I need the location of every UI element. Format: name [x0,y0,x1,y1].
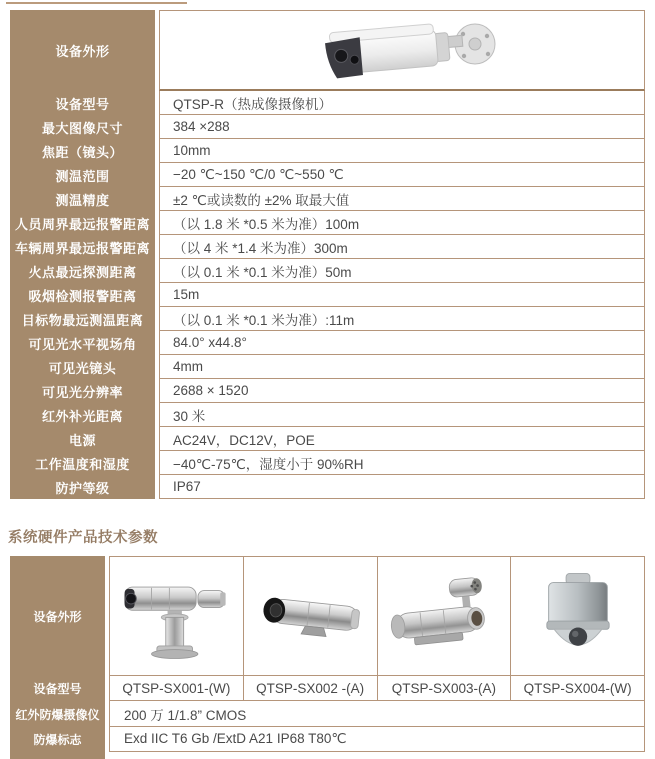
spec-label: 人员周界最远报警距离 [10,211,155,235]
spec-label: 目标物最远测温距离 [10,307,155,331]
table-row [10,163,645,187]
spec-label: 设备型号 [10,91,155,115]
spec-label: 防爆标志 [10,727,105,752]
table-row [10,307,645,331]
spec-value: （以 1.8 米 *0.5 米为准）100m [159,211,645,235]
table-row [10,139,645,163]
section-title: 系统硬件产品技术参数 [8,530,158,546]
spec-value: ±2 ℃或读数的 ±2% 取最大值 [159,187,645,211]
ptz-explosion-proof-camera-image [114,564,239,669]
spec-label: 可见光水平视场角 [10,331,155,355]
spec-label: 火点最远探测距离 [10,259,155,283]
table-row [10,115,645,139]
spec-label: 吸烟检测报警距离 [10,283,155,307]
spec-value: −20 ℃~150 ℃/0 ℃~550 ℃ [159,163,645,187]
spec-value: （以 4 米 *1.4 米为准）300m [159,235,645,259]
spec-label: 电源 [10,427,155,451]
model-cell: QTSP-SX004-(W) [511,676,645,701]
spec-value: 15m [159,283,645,307]
spec-value: IP67 [159,475,645,499]
model-cell: QTSP-SX003-(A) [378,676,512,701]
spec-value: QTSP-R（热成像摄像机） [159,91,645,115]
previous-table-edge [6,2,187,4]
spec-label: 设备外形 [10,556,105,676]
spec-value: 10mm [159,139,645,163]
spec-value: （以 0.1 米 *0.1 米为准）50m [159,259,645,283]
spec-label: 测温精度 [10,187,155,211]
table-row [10,676,645,701]
product-image-cell [244,556,378,676]
table-row [10,235,645,259]
table-row [10,211,645,235]
spec-value: 2688 × 1520 [159,379,645,403]
table-row [10,475,645,499]
spec-value: 30 米 [159,403,645,427]
table-row [10,701,645,727]
table-row [10,727,645,752]
spec-label: 红外防爆摄像仪 [10,701,105,727]
hardware-spec-table [10,556,645,752]
next-table-partial-row [10,752,105,759]
spec-label: 车辆周界最远报警距离 [10,235,155,259]
tube-camera-with-ir-lamp-image [381,566,506,666]
spec-value: 4mm [159,355,645,379]
spec-label: 红外补光距离 [10,403,155,427]
spec-label: 焦距（镜头） [10,139,155,163]
spec-value: （以 0.1 米 *0.1 米为准）:11m [159,307,645,331]
tube-explosion-proof-camera-image [248,569,373,664]
spec-label: 最大图像尺寸 [10,115,155,139]
model-cell: QTSP-SX002 -(A) [244,676,378,701]
spec-value: Exd IIC T6 Gb /ExtD A21 IP68 T80℃ [109,727,645,752]
table-row [10,403,645,427]
spec-label: 防护等级 [10,475,155,499]
table-row [10,91,645,115]
table-row [10,556,645,676]
spec-label: 设备型号 [10,676,105,701]
thermal-camera-spec-table [10,10,645,499]
spec-value: −40℃-75℃，湿度小于 90%RH [159,451,645,475]
table-row [10,355,645,379]
table-row [10,331,645,355]
product-image-cell [511,556,645,676]
thermal-bullet-camera-image [297,15,507,85]
spec-label: 可见光镜头 [10,355,155,379]
spec-label: 可见光分辨率 [10,379,155,403]
product-image-cell [378,556,512,676]
table-row [10,259,645,283]
spec-label: 测温范围 [10,163,155,187]
table-row [10,427,645,451]
spec-label: 工作温度和湿度 [10,451,155,475]
product-image-cell [109,556,244,676]
dome-explosion-proof-camera-image [523,564,633,669]
spec-value: 84.0° x44.8° [159,331,645,355]
spec-label: 设备外形 [10,10,155,91]
table-row [10,187,645,211]
spec-value [159,10,645,91]
table-row [10,451,645,475]
spec-value: AC24V，DC12V，POE [159,427,645,451]
table-row [10,283,645,307]
table-row [10,379,645,403]
spec-value: 200 万 1/1.8” CMOS [109,701,645,727]
model-cell: QTSP-SX001-(W) [109,676,244,701]
spec-value: 384 ×288 [159,115,645,139]
table-row [10,10,645,91]
